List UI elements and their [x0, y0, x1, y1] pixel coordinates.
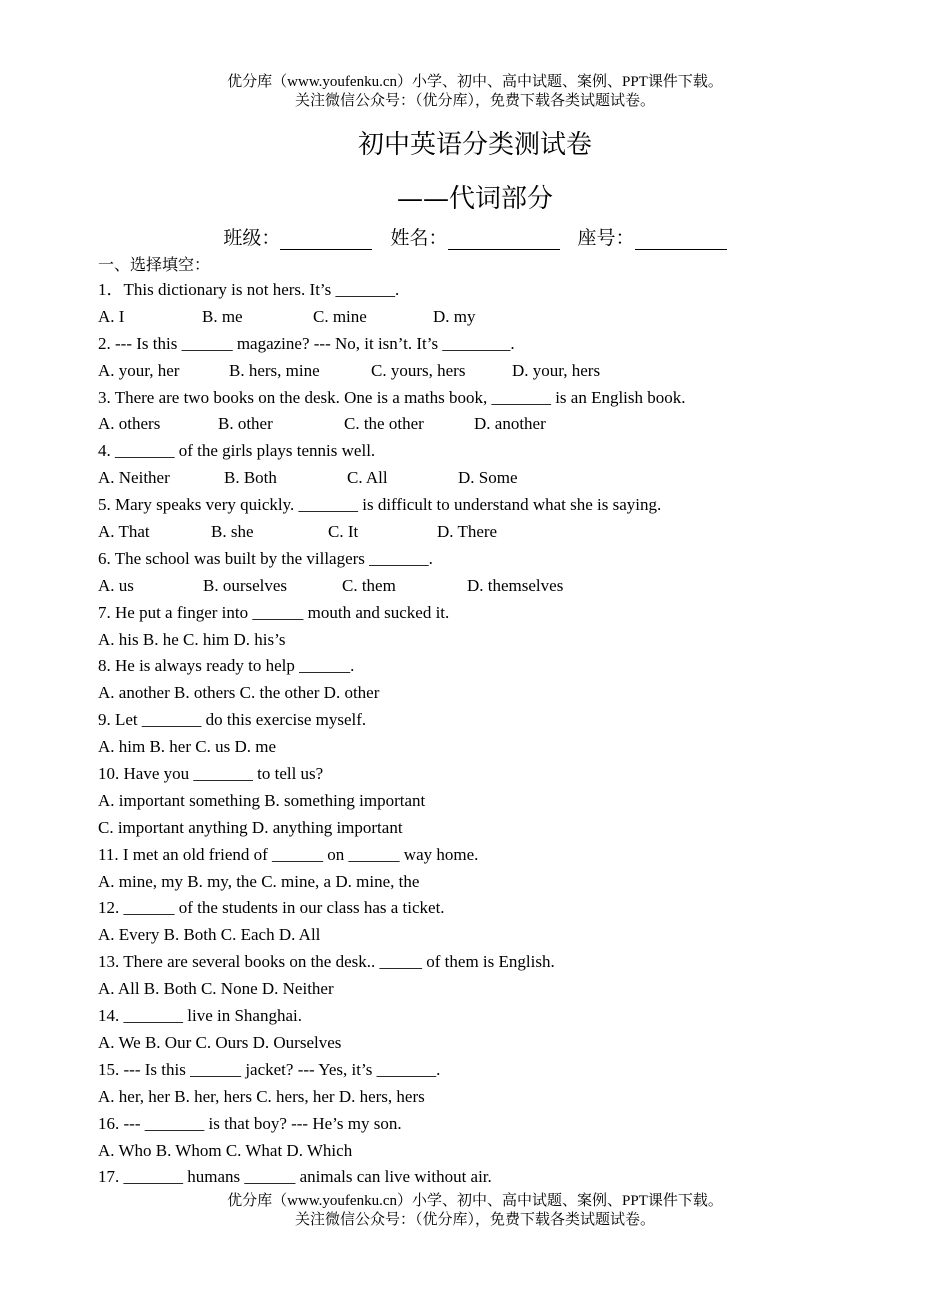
- options-2: [98, 358, 898, 385]
- question-7: 7. He put a finger into ______ mouth and sucked it.: [98, 602, 450, 622]
- option-a: A. That: [98, 522, 150, 542]
- question-12: 12. ______ of the students in our class has a ticket.: [98, 898, 445, 918]
- options-10b: C. important anything D. anything important: [98, 817, 403, 837]
- options-9: A. him B. her C. us D. me: [98, 737, 277, 757]
- question-11: 11. I met an old friend of ______ on ______ way home.: [98, 844, 479, 864]
- option-d: D. Some: [458, 468, 518, 488]
- option-a: A. Neither: [98, 468, 170, 488]
- options-5: [98, 519, 898, 546]
- option-b: B. ourselves: [203, 575, 288, 595]
- question-5: 5. Mary speaks very quickly. _______ is difficult to understand what she is saying.: [98, 495, 662, 515]
- question-10: 10. Have you _______ to tell us?: [98, 764, 324, 784]
- footer-line-1: 优分库（www.youfenku.cn）小学、初中、高中试题、案例、PPT课件下载。: [227, 1193, 723, 1209]
- option-a: A. I: [98, 306, 125, 326]
- page-title: 初中英语分类测试卷: [357, 130, 592, 160]
- option-d: D. themselves: [467, 575, 564, 595]
- question-14: 14. _______ live in Shanghai.: [98, 1006, 302, 1026]
- question-13: 13. There are several books on the desk.. _____ of them is English.: [98, 952, 555, 972]
- options-7: A. his B. he C. him D. his’s: [98, 629, 286, 649]
- page-subtitle: ——代词部分: [396, 184, 553, 214]
- question-3: 3. There are two books on the desk. One is a maths book, _______ is an English book.: [98, 387, 686, 407]
- question-8: 8. He is always ready to help ______.: [98, 656, 355, 676]
- options-8: A. another B. others C. the other D. other: [98, 683, 380, 703]
- options-11: A. mine, my B. my, the C. mine, a D. mine, the: [98, 871, 420, 891]
- option-d: D. another: [474, 414, 546, 434]
- question-16: 16. --- _______ is that boy? --- He’s my son.: [98, 1113, 402, 1133]
- name-label: 姓名：: [390, 227, 448, 249]
- seat-blank[interactable]: [635, 229, 727, 250]
- option-b: B. me: [202, 306, 243, 326]
- options-13: A. All B. Both C. None D. Neither: [98, 979, 334, 999]
- name-blank[interactable]: [448, 229, 560, 250]
- question-4: 4. _______ of the girls plays tennis well.: [98, 441, 376, 461]
- option-c: C. the other: [344, 414, 424, 434]
- question-list: [98, 277, 898, 1191]
- question-9: 9. Let _______ do this exercise myself.: [98, 710, 367, 730]
- question-6: 6. The school was built by the villagers _______.: [98, 548, 433, 568]
- page-header: [0, 73, 950, 111]
- footer-line-2: 关注微信公众号：（优分库），免费下载各类试题试卷。: [294, 1212, 655, 1228]
- option-b: B. other: [218, 414, 273, 434]
- option-a: A. others: [98, 414, 161, 434]
- page-footer: [0, 1192, 950, 1230]
- question-1: 1．This dictionary is not hers. It’s _______.: [98, 280, 400, 299]
- options-10a: A. important something B. something important: [98, 790, 426, 810]
- option-c: C. It: [328, 522, 359, 542]
- question-2: 2. --- Is this ______ magazine? --- No, it isn’t. It’s ________.: [98, 333, 515, 353]
- options-16: A. Who B. Whom C. What D. Which: [98, 1140, 353, 1160]
- option-b: B. she: [211, 522, 254, 542]
- student-info: [0, 223, 950, 250]
- options-15: A. her, her B. her, hers C. hers, her D. hers, hers: [98, 1086, 425, 1106]
- section-title: 一、选择填空：: [98, 255, 211, 274]
- class-label: 班级：: [223, 227, 281, 249]
- option-b: B. Both: [224, 468, 277, 488]
- option-d: D. my: [433, 306, 476, 326]
- option-c: C. mine: [313, 306, 367, 326]
- header-line-1: 优分库（www.youfenku.cn）小学、初中、高中试题、案例、PPT课件下载。: [227, 74, 723, 90]
- options-14: A. We B. Our C. Ours D. Ourselves: [98, 1032, 342, 1052]
- seat-label: 座号：: [577, 227, 635, 249]
- class-blank[interactable]: [280, 229, 372, 250]
- option-d: D. There: [437, 522, 498, 542]
- option-d: D. your, hers: [512, 360, 601, 380]
- options-4: [98, 465, 898, 492]
- question-15: 15. --- Is this ______ jacket? --- Yes, it’s _______.: [98, 1059, 441, 1079]
- options-3: [98, 411, 898, 438]
- option-a: A. us: [98, 575, 134, 595]
- options-12: A. Every B. Both C. Each D. All: [98, 925, 321, 945]
- option-c: C. All: [347, 468, 388, 488]
- options-6: [98, 573, 898, 600]
- option-a: A. your, her: [98, 360, 180, 380]
- option-b: B. hers, mine: [229, 360, 320, 380]
- question-17: 17. _______ humans ______ animals can live without air.: [98, 1167, 492, 1187]
- header-line-2: 关注微信公众号：（优分库），免费下载各类试题试卷。: [294, 93, 655, 109]
- option-c: C. yours, hers: [371, 360, 466, 380]
- options-1: [98, 304, 898, 331]
- option-c: C. them: [342, 575, 396, 595]
